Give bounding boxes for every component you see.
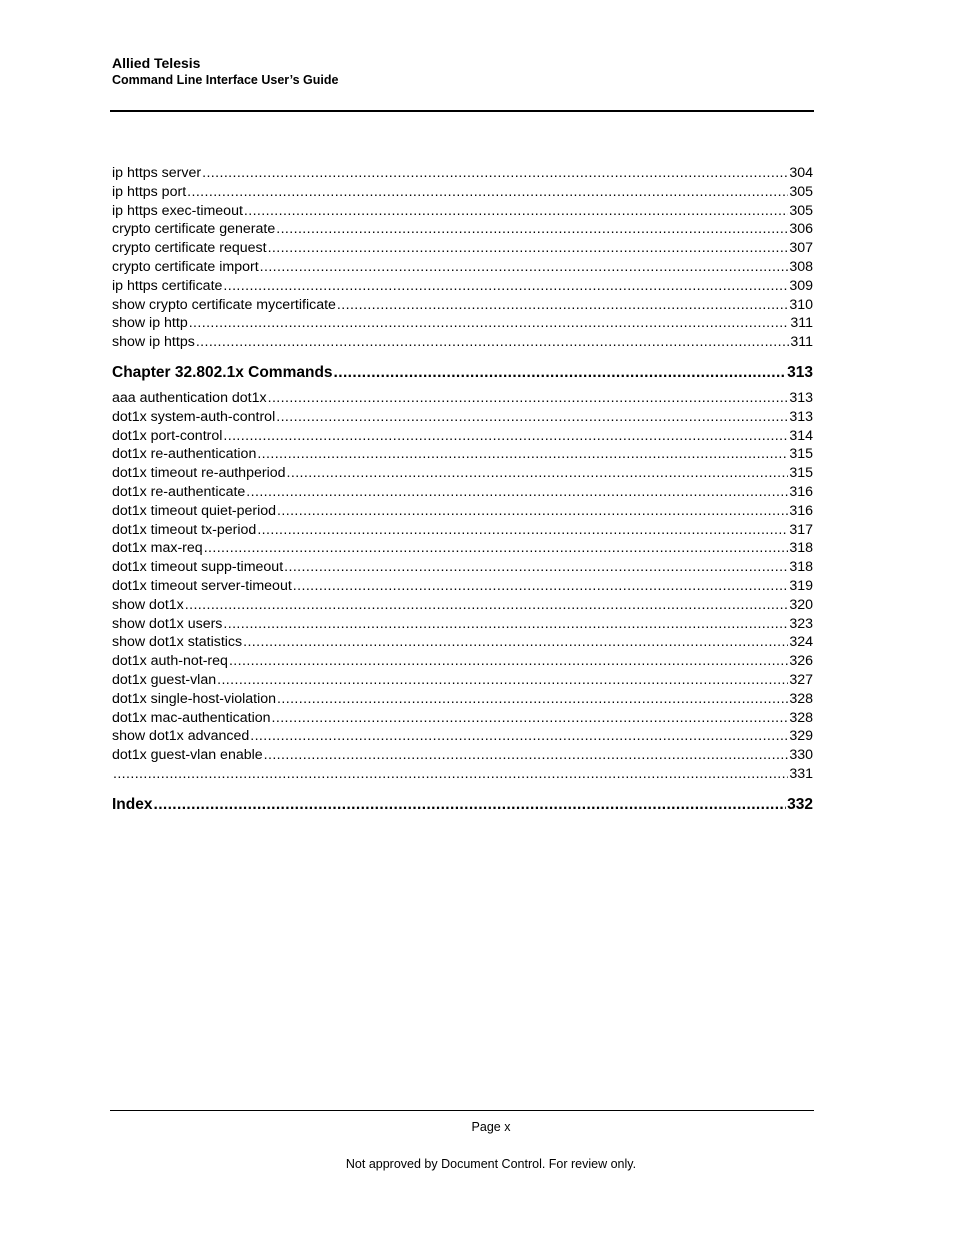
toc-dot-leader	[334, 362, 787, 384]
toc-entry[interactable]	[112, 445, 813, 464]
toc-entry-page: 317	[789, 521, 813, 538]
toc-entry-title: dot1x timeout supp-timeout	[112, 559, 284, 576]
toc-entry[interactable]	[112, 164, 813, 183]
toc-dot-leader	[113, 765, 788, 784]
toc-entry-title: dot1x timeout re-authperiod	[112, 465, 286, 482]
toc-dot-leader	[260, 258, 789, 277]
toc-dot-leader	[276, 220, 788, 239]
toc-dot-leader	[268, 389, 789, 408]
toc-entry-page: 330	[789, 747, 813, 764]
toc-entry[interactable]	[112, 615, 813, 634]
toc-entry-title: ip https port	[112, 183, 187, 200]
toc-entry-page: 316	[789, 483, 813, 500]
table-of-contents	[112, 164, 813, 816]
toc-entry-title: show dot1x advanced	[112, 728, 250, 745]
toc-entry-title: show dot1x users	[112, 615, 223, 632]
toc-entry-title: crypto certificate request	[112, 240, 267, 257]
toc-entry-title: dot1x guest-vlan enable	[112, 747, 263, 764]
toc-dot-leader	[243, 633, 788, 652]
toc-dot-leader	[276, 408, 788, 427]
toc-entry-page: 323	[789, 615, 813, 632]
toc-entry[interactable]	[112, 521, 813, 540]
toc-entry-page: 304	[789, 165, 813, 181]
toc-dot-leader	[277, 690, 788, 709]
toc-entry-page: 316	[789, 502, 813, 519]
toc-entry-page: 318	[789, 559, 813, 576]
toc-dot-leader	[223, 277, 788, 296]
toc-entry-page: 311	[790, 315, 813, 332]
toc-entry-title: crypto certificate generate	[112, 221, 276, 238]
toc-entry-page: 324	[789, 634, 813, 651]
toc-entry[interactable]	[112, 220, 813, 239]
toc-dot-leader	[257, 521, 788, 540]
toc-entry[interactable]	[112, 296, 813, 315]
toc-dot-leader	[264, 746, 789, 765]
toc-entry-title: dot1x timeout server-timeout	[112, 577, 292, 594]
toc-dot-leader	[153, 794, 786, 816]
toc-entry[interactable]	[112, 239, 813, 258]
toc-entry-title: ip https certificate	[112, 277, 223, 294]
toc-entry-page: 326	[789, 653, 813, 670]
toc-dot-leader	[257, 445, 788, 464]
toc-entry[interactable]	[112, 709, 813, 728]
toc-entry-title: dot1x guest-vlan	[112, 671, 217, 688]
toc-entry-page: 307	[789, 240, 813, 257]
toc-entry-page: 331	[789, 765, 813, 782]
toc-entry-page: 319	[789, 577, 813, 594]
toc-entry[interactable]	[112, 652, 813, 671]
toc-entry[interactable]	[112, 183, 813, 202]
toc-entry-page: 309	[789, 277, 813, 294]
toc-entry[interactable]	[112, 633, 813, 652]
toc-dot-leader	[196, 333, 790, 352]
toc-entry[interactable]	[112, 333, 813, 352]
toc-dot-leader	[202, 164, 788, 183]
toc-chapter-32[interactable]	[112, 362, 813, 384]
toc-entry[interactable]	[112, 596, 813, 615]
toc-entry[interactable]	[112, 502, 813, 521]
toc-entry[interactable]	[112, 408, 813, 427]
toc-index-title: Index	[112, 795, 153, 813]
toc-entry[interactable]	[112, 539, 813, 558]
toc-entry-page: 318	[789, 540, 813, 557]
toc-dot-leader	[246, 483, 788, 502]
toc-entry-page: 308	[789, 258, 813, 275]
running-header	[112, 55, 338, 89]
toc-entry-page: 311	[790, 334, 813, 351]
toc-entry-page: 313	[789, 408, 813, 425]
toc-entry-page: 314	[789, 427, 813, 444]
toc-entry-title: dot1x re-authentication	[112, 446, 257, 463]
toc-entry-page: 329	[789, 728, 813, 745]
toc-dot-leader	[277, 502, 788, 521]
toc-dot-leader	[204, 539, 789, 558]
toc-dot-leader	[223, 427, 788, 446]
toc-dot-leader	[217, 671, 788, 690]
guide-title: Command Line Interface User’s Guide	[112, 73, 339, 87]
toc-entry-title: dot1x system-auth-control	[112, 408, 276, 425]
toc-index-page: 332	[787, 795, 813, 813]
toc-entry[interactable]	[112, 389, 813, 408]
toc-entry[interactable]	[112, 427, 813, 446]
toc-entry[interactable]	[112, 558, 813, 577]
toc-entry-title: crypto certificate import	[112, 258, 259, 275]
toc-entry[interactable]	[112, 483, 813, 502]
toc-section-https	[112, 164, 813, 352]
toc-entry[interactable]	[112, 258, 813, 277]
toc-entry-title: ip https server	[112, 165, 202, 181]
toc-entry-page: 320	[789, 596, 813, 613]
toc-entry-page: 315	[789, 465, 813, 482]
toc-entry[interactable]	[112, 577, 813, 596]
toc-entry-page: 328	[789, 690, 813, 707]
toc-entry-title: ip https exec-timeout	[112, 202, 243, 219]
toc-entry-title: show crypto certificate mycertificate	[112, 296, 336, 313]
toc-entry-title: dot1x max-req	[112, 540, 203, 557]
toc-entry-title: dot1x single-host-violation	[112, 690, 277, 707]
toc-entry[interactable]	[112, 671, 813, 690]
toc-entry-page: 306	[789, 221, 813, 238]
toc-dot-leader	[223, 615, 788, 634]
toc-entry-title: aaa authentication dot1x	[112, 389, 267, 406]
toc-entry-title: dot1x timeout tx-period	[112, 521, 257, 538]
toc-dot-leader	[229, 652, 788, 671]
toc-entry[interactable]	[112, 202, 813, 221]
toc-entry-title: dot1x re-authenticate	[112, 483, 246, 500]
toc-entry-title: show dot1x statistics	[112, 634, 243, 651]
toc-entry-title: dot1x mac-authentication	[112, 709, 271, 726]
toc-dot-leader	[293, 577, 789, 596]
toc-entry[interactable]	[112, 690, 813, 709]
toc-entry-title: show ip https	[112, 334, 195, 351]
toc-entry-page: 313	[789, 389, 813, 406]
toc-entry[interactable]	[112, 727, 813, 746]
footer-rule	[110, 1110, 814, 1111]
toc-entry-title: show dot1x	[112, 596, 184, 613]
toc-entry-page: 315	[789, 446, 813, 463]
toc-entry[interactable]	[112, 746, 813, 765]
toc-chapter-title: Chapter 32.802.1x Commands	[112, 363, 333, 381]
page-number: Page x	[471, 1120, 511, 1134]
toc-entry-page: 310	[789, 296, 813, 313]
toc-dot-leader	[189, 314, 790, 333]
toc-entry-page: 305	[789, 202, 813, 219]
toc-entry-page: 327	[789, 671, 813, 688]
toc-entry[interactable]	[112, 464, 813, 483]
toc-dot-leader	[268, 239, 789, 258]
toc-dot-leader	[272, 709, 789, 728]
toc-entry-title: dot1x timeout quiet-period	[112, 502, 277, 519]
toc-dot-leader	[185, 596, 789, 615]
toc-entry[interactable]	[112, 314, 813, 333]
toc-entry-title: dot1x auth-not-req	[112, 653, 228, 670]
header-rule	[110, 110, 814, 112]
toc-dot-leader	[244, 202, 788, 221]
toc-dot-leader	[284, 558, 788, 577]
toc-entry-title: dot1x port-control	[112, 427, 223, 444]
toc-index[interactable]	[112, 794, 813, 816]
toc-section-dot1x	[112, 389, 813, 784]
toc-dot-leader	[187, 183, 788, 202]
toc-dot-leader	[287, 464, 789, 483]
company-name: Allied Telesis	[112, 55, 201, 71]
toc-entry-page: 328	[789, 709, 813, 726]
toc-dot-leader	[337, 296, 788, 315]
toc-chapter-page: 313	[787, 363, 813, 381]
review-notice: Not approved by Document Control. For review only.	[345, 1157, 637, 1171]
toc-entry[interactable]	[112, 765, 813, 784]
toc-entry-title: show ip http	[112, 315, 188, 332]
toc-entry-page: 305	[789, 183, 813, 200]
toc-entry[interactable]	[112, 277, 813, 296]
toc-dot-leader	[250, 727, 788, 746]
